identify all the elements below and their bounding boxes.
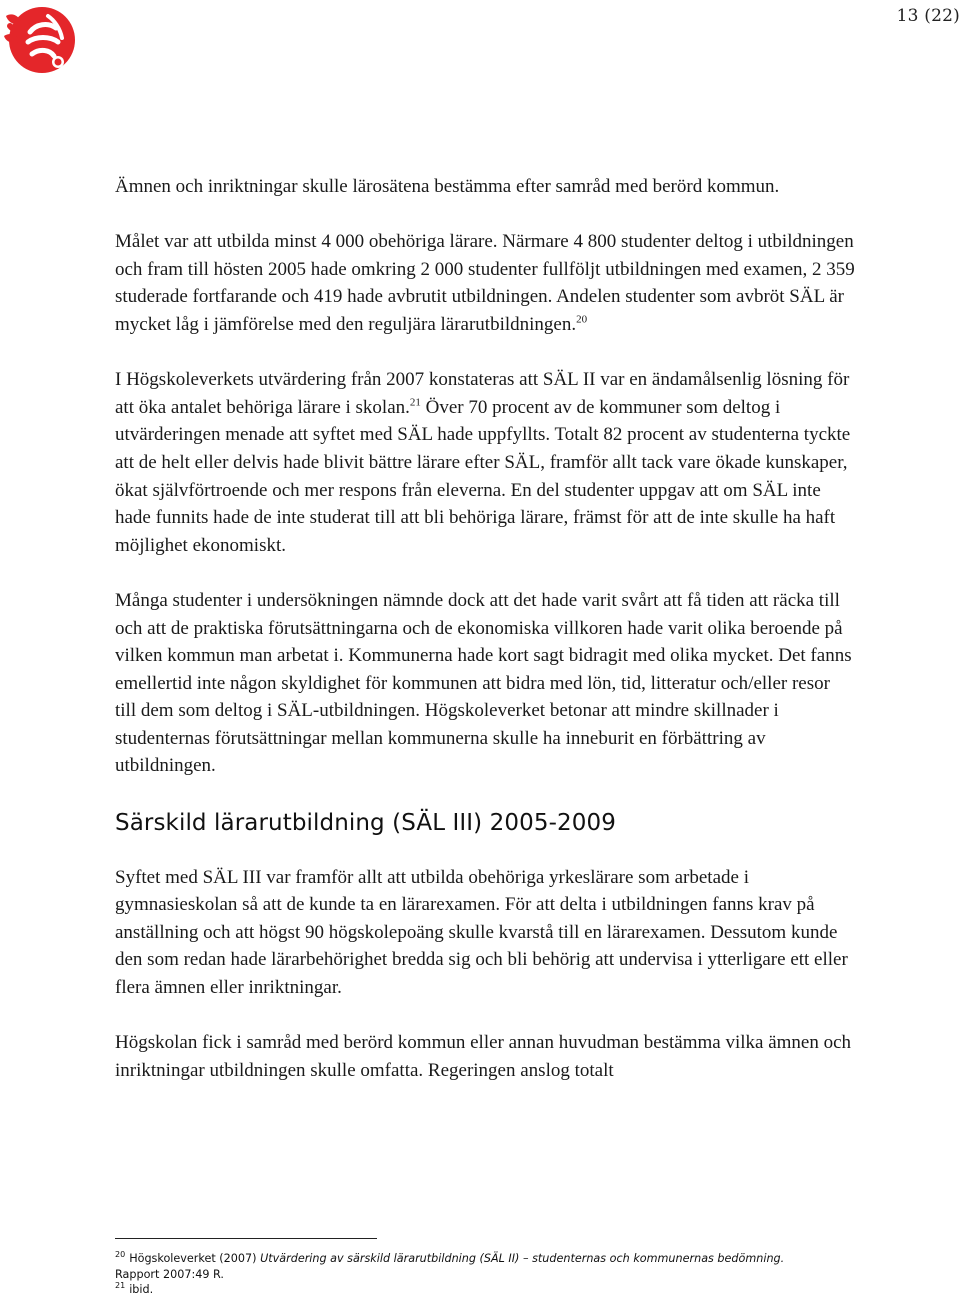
paragraph-2-text: Målet var att utbilda minst 4 000 obehöriga lärare. Närmare 4 800 studenter deltog i utbildningen och fram till hösten 2005 hade omkring 2 000 studenter fullföljt utbildningen med examen, 2 359 studerade fortfarande och 419 hade avbrutit utbildningen. Andelen studenter som avbröt SÄL är mycket låg i jämförelse med den reguljära lärarutbildningen. xyxy=(115,231,855,335)
document-body xyxy=(115,173,855,1112)
page-number: 13 (22) xyxy=(896,6,960,26)
rose-logo-icon xyxy=(2,2,78,80)
footnote-21 xyxy=(115,1282,895,1298)
paragraph-1: Ämnen och inriktningar skulle lärosätena bestämma efter samråd med berörd kommun. xyxy=(115,176,780,197)
paragraph-3-text-a: I Högskoleverkets utvärdering från 2007 konstateras att SÄL II var en ändamålsenlig lösning för att öka antalet behöriga lärare i skolan. xyxy=(115,369,850,418)
footnote-20-report: Rapport 2007:49 R. xyxy=(115,1267,224,1281)
footnote-divider xyxy=(115,1238,377,1239)
footnote-21-mark: 21 xyxy=(115,1281,126,1291)
paragraph-2 xyxy=(115,228,855,338)
footnote-ref-21: 21 xyxy=(409,396,421,409)
footnote-20-title: Utvärdering av särskild lärarutbildning (SÄL II) – studenternas och kommunernas bedömning. xyxy=(260,1252,785,1265)
paragraph-3-text-b: Över 70 procent av de kommuner som deltog i utvärderingen menade att syftet med SÄL hade uppfyllts. Totalt 82 procent av studenterna tyckte att de helt eller delvis hade blivit bättre lärare efter SÄL, framför allt tack vare ökade kunskaper, ökat självförtroende och mer respons från eleverna. En del studenter uppgav att om SÄL inte hade funnits hade de inte studerat till att bli behöriga lärare, främst för att de inte skulle ha haft möjlighet ekonomiskt. xyxy=(115,396,851,556)
paragraph-5: Syftet med SÄL III var framför allt att utbilda obehöriga yrkeslärare som arbetade i gymnasieskolan så att de kunde ta en lärarexamen. För att delta i utbildningen fanns krav på anställning och att högst 90 högskolepoäng skulle kvarstå till en lärarexamen. Dessutom kunde den som redan hade lärarbehörighet bredda sig och bli behörig att undervisa i ytterligare ett eller flera ämnen eller inriktningar. xyxy=(115,866,848,999)
paragraph-6: Högskolan fick i samråd med berörd kommun eller annan huvudman bestämma vilka ämnen och inriktningar utbildningen skulle omfatta. Regeringen anslog totalt xyxy=(115,1032,852,1081)
footnote-ref-20: 20 xyxy=(576,313,588,326)
footnotes xyxy=(115,1251,895,1298)
footnote-20 xyxy=(115,1251,895,1267)
footnote-20-mark: 20 xyxy=(115,1250,126,1260)
section-heading: Särskild lärarutbildning (SÄL III) 2005-2009 xyxy=(115,809,616,836)
footnote-20-author: Högskoleverket (2007) xyxy=(129,1252,261,1265)
footnote-21-text: ibid. xyxy=(129,1283,154,1296)
paragraph-4: Många studenter i undersökningen nämnde dock att det hade varit svårt att få tiden att räcka till och att de praktiska förutsättningarna och de ekonomiska villkoren hade varit olika beroende på vilken kommun man arbetat i. Kommunerna hade kort sagt bidragit med olika mycket. Det fanns emellertid inte någon skyldighet för kommunen att bidra med lön, tid, litteratur och/eller resor till dem som deltog i SÄL-utbildningen. Högskoleverket betonar att mindre skillnader i studenternas förutsättningar mellan kommunerna skulle ha inneburit en förbättring av utbildningen. xyxy=(115,589,852,777)
paragraph-3 xyxy=(115,366,855,559)
